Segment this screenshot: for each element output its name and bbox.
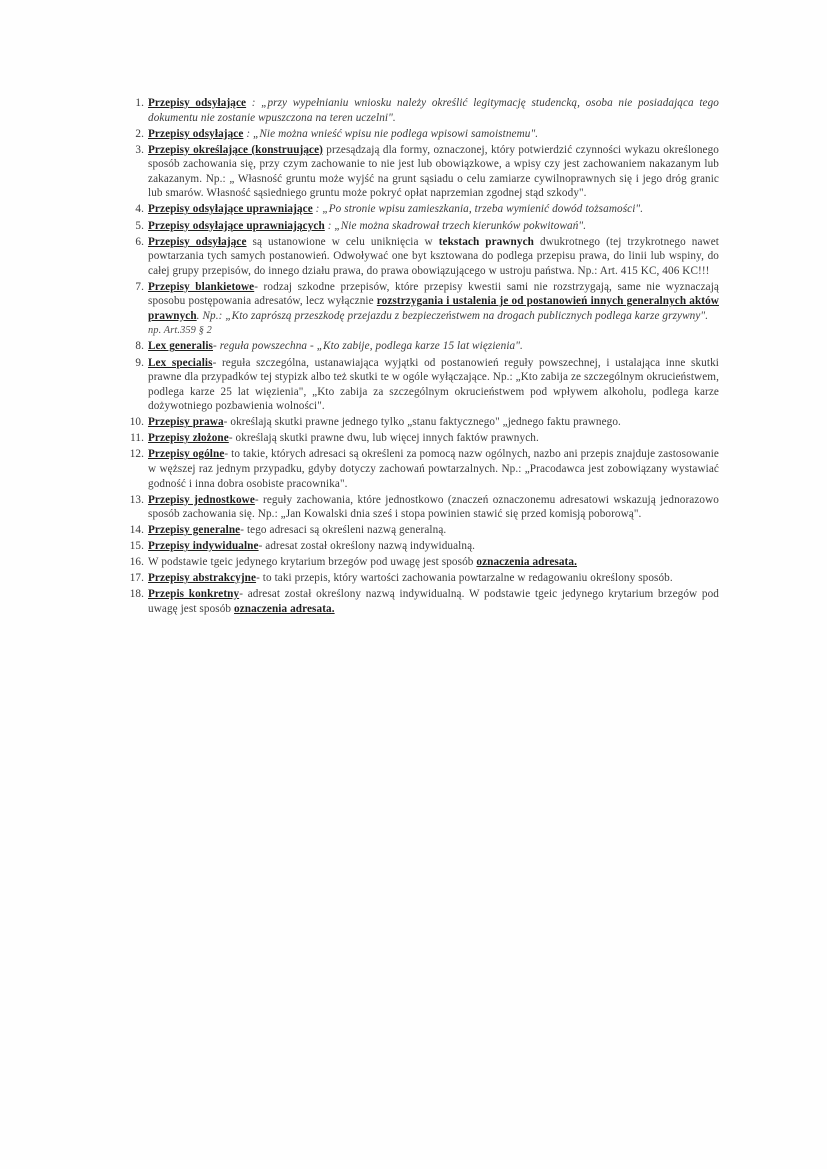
list-item-body: - rodzaj szkodne przepisów, które przepisy kwestii sami nie rozstrzygają, same nie wyznaczają sposobu postępowania adresatów, lecz wyłącznie <box>148 280 719 308</box>
list-item <box>122 587 719 616</box>
list-item-body: - adresat został określony nazwą indywidualną. <box>258 540 476 553</box>
list-item-number: 1. <box>135 97 144 109</box>
list-item <box>122 127 719 142</box>
numbered-list <box>122 96 719 617</box>
list-item-body: - to takie, których adresaci są określeni za pomocą nazw ogólnych, nazbo ani przepis znajduje zastosowanie w węższej raz jednym przypadku, gdyby dotyczy zachowań powtarzalnych. Np.: „Pracodawca jest zobowiązany wystawiać godność i inna dobra osobiste pracownika". <box>148 448 719 490</box>
list-item-body: W podstawie tgeic jedynego krytarium brzegów pod uwagę jest sposób <box>148 556 477 569</box>
list-item-term: Przepisy prawa <box>148 416 224 429</box>
list-item <box>122 219 719 234</box>
list-item-body: : „Nie można wnieść wpisu nie podlega wpisowi samoistnemu". <box>243 127 539 140</box>
list-item-number: 7. <box>135 280 144 293</box>
list-item <box>122 493 719 522</box>
list-item-term: Przepisy odsyłające <box>148 127 244 140</box>
list-item <box>122 523 719 538</box>
list-item-number: 13. <box>129 493 144 506</box>
list-item-body: : „przy wypełnianiu wniosku należy określić legitymację studencką, osoba nie posiadająca tego dokumentu nie zostanie wpuszczona na teren uczelni". <box>148 97 720 124</box>
list-item <box>122 280 719 338</box>
list-item-number: 10. <box>129 416 144 429</box>
list-item-number: 4. <box>135 203 144 216</box>
list-item-term: Przepisy odsyłające <box>148 97 247 109</box>
list-item-term: Przepisy generalne <box>148 524 241 537</box>
list-item-term: Lex specialis <box>148 356 213 369</box>
list-item-term: Przepisy ogólne <box>148 448 225 461</box>
list-item <box>122 447 719 491</box>
list-item-number: 18. <box>129 588 144 601</box>
list-item-body: - określają skutki prawne jednego tylko „stanu faktycznego" „jednego faktu prawnego. <box>223 416 621 429</box>
list-item-body: : „Nie można skadrował trzech kierunków pokwitowań". <box>324 219 587 232</box>
list-item-body: przesądzają dla formy, oznaczonej, który potwierdzić czynności wykazu określonego sposób zachowania się, przy czym zachowanie to nie jest lub obowiązkowe, a wpisy czy jest zachowaniem nakazanym lub zakazanym. Np.: „ Własność gruntu może wyjść na grunt sąsiadu o celu zamiarze cywilnoprawnych się i jego dróg granic lub smarów. Własność sąsiedniego gruntu może pokryć opłat naprzemian zgodnej stąd szkody". <box>148 143 719 200</box>
list-item-body: - reguła szczególna, ustanawiająca wyjątki od postanowień reguły powszechnej, i ustalająca inne skutki prawne dla przypadków tej stypizk albo też skutki te w ogóle wyłączające. Np.: „Kto zabija ze szczególnym okrucieństwem, podlega karze 25 lat więzienia", „Kto zabija za szczególnym okrucieństwem pod wpływem alkoholu, podlega karze dożywotniego pozbawienia wolności". <box>148 356 719 413</box>
list-item-body: - adresat został określony nazwą indywidualną. W podstawie tgeic jedynego krytarium brzegów pod uwagę jest sposób <box>148 588 719 616</box>
list-item-emphasis: oznaczenia adresata. <box>234 603 335 616</box>
list-item <box>122 339 719 354</box>
list-item-term: Przepisy indywidualne <box>148 540 259 553</box>
list-item-number: 5. <box>135 219 144 232</box>
list-item-note: np. Art.359 § 2 <box>148 325 212 337</box>
list-item-number: 8. <box>135 340 144 353</box>
list-item-number: 6. <box>135 235 144 248</box>
list-item <box>122 571 719 586</box>
list-item-body: - reguły zachowania, które jednostkowo (znaczeń oznaczonemu adresatowi wskazują jednorazowo sposób zachowania się. Np.: „Jan Kowalski dnia sześ i stopa powinien stawić się przed komisją poborową". <box>148 493 719 521</box>
list-item-number: 15. <box>129 540 144 553</box>
list-item-body: - to taki przepis, który wartości zachowania powtarzalne w redagowaniu określony sposób. <box>256 572 673 585</box>
list-item-term: Przepisy określające (konstruujące) <box>148 143 323 156</box>
list-item-body: - określają skutki prawne dwu, lub więcej innych faktów prawnych. <box>228 432 539 445</box>
list-item <box>122 96 719 125</box>
list-item-term: Przepisy złożone <box>148 432 229 445</box>
list-item-number: 11. <box>130 432 144 445</box>
list-item <box>122 555 719 570</box>
list-item-number: 2. <box>135 127 144 140</box>
list-item-body: - tego adresaci są określeni nazwą generalną. <box>240 524 447 537</box>
list-item-term: Przepisy blankietowe <box>148 280 255 293</box>
list-item-emphasis: oznaczenia adresata. <box>476 556 577 569</box>
list-item-term: Przepisy odsyłające uprawniające <box>148 203 313 216</box>
list-item <box>122 235 719 279</box>
list-item-number: 14. <box>129 524 144 537</box>
list-item-number: 17. <box>129 572 144 585</box>
list-item-number: 16. <box>129 556 144 569</box>
list-item <box>122 415 719 430</box>
list-item-body-cont: dwukrotnego (tej trzykrotnego nawet powtarzania tych samych postanowień. Odwoływać one byt ksztowana do podlega przepisu prawa, do linii lub wspiny, do całej grupy przepisów, do innego działu prawa, do prawa obowiązującego w ustroju państwa. Np.: Art. 415 KC, 406 KC!!! <box>148 235 719 277</box>
list-item-number: 3. <box>135 143 144 156</box>
list-item <box>122 202 719 217</box>
list-item-number: 9. <box>135 356 144 369</box>
list-item-body: - reguła powszechna - „Kto zabije, podlega karze 15 lat więzienia". <box>213 340 523 353</box>
list-item <box>122 143 719 201</box>
list-item-term: Przepisy abstrakcyjne <box>148 572 257 585</box>
list-item <box>122 356 719 414</box>
list-item-term: Przepisy odsyłające <box>148 235 247 248</box>
list-item-body-cont: . Np.: „Kto zaprószą przeszkodę przejazdu z bezpieczeństwem na drogach publicznych podlega karze grzywny". <box>196 309 709 322</box>
list-item <box>122 431 719 446</box>
list-item-term: Lex generalis <box>148 340 213 353</box>
list-item-number: 12. <box>129 448 144 461</box>
list-item <box>122 539 719 554</box>
list-item-term: Przepisy jednostkowe <box>148 493 255 506</box>
list-item-body: : „Po stronie wpisu zamieszkania, trzeba wymienić dowód tożsamości". <box>312 203 644 216</box>
list-item-term: Przepisy odsyłające uprawniających <box>148 219 325 232</box>
list-item-body: są ustanowione w celu uniknięcia w <box>246 235 439 248</box>
list-item-emphasis: tekstach prawnych <box>438 235 534 248</box>
list-item-term: Przepis konkretny <box>148 588 240 601</box>
list-item-emphasis: rozstrzygania i ustalenia je od postanowień innych generalnych aktów prawnych <box>148 295 719 322</box>
